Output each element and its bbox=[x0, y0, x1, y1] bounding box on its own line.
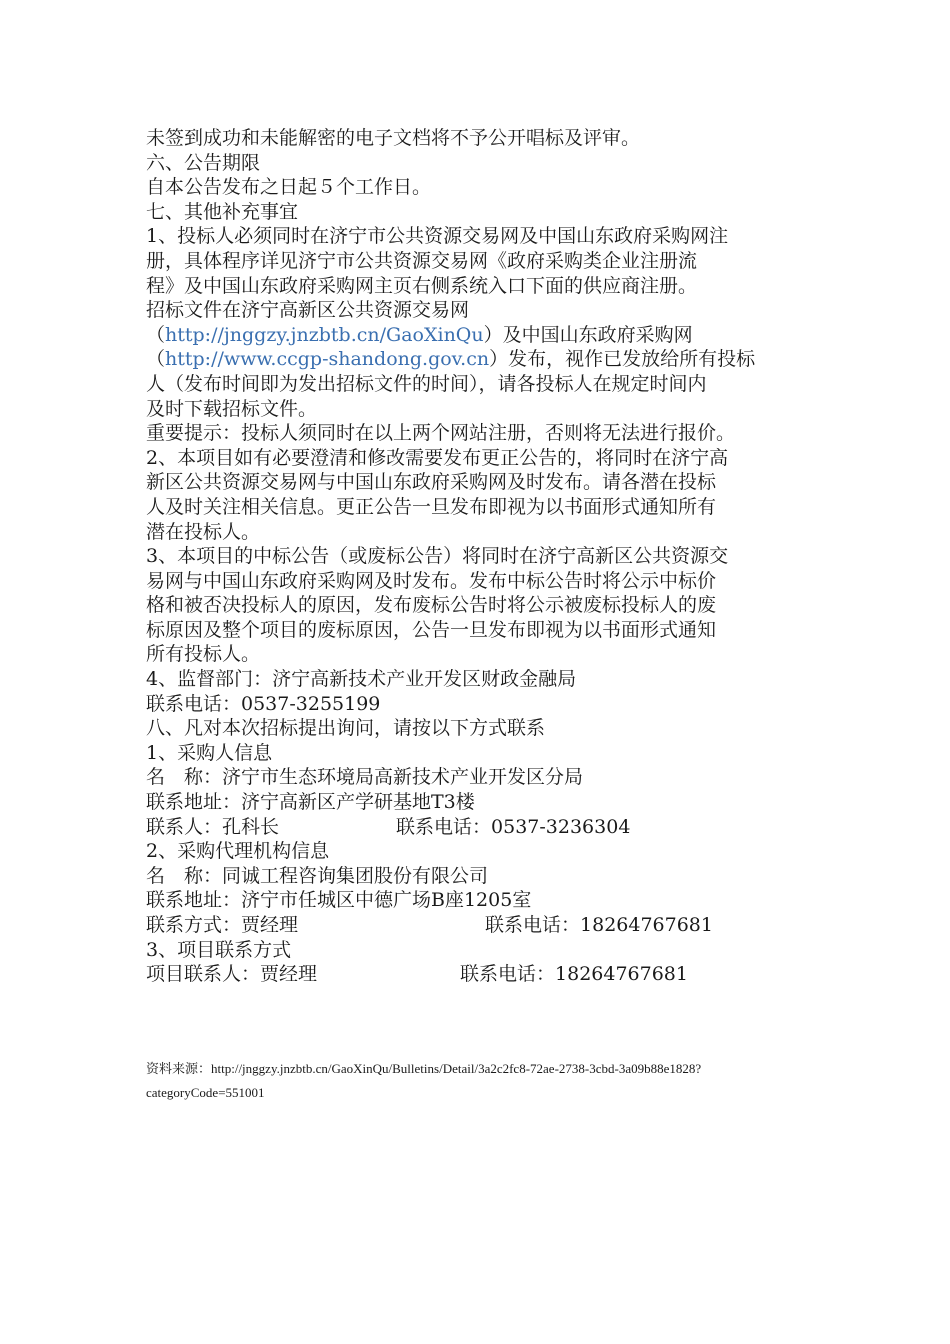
purchaser-contact-row bbox=[146, 815, 816, 840]
source-line-1: 资料来源：http://jnggzy.jnzbtb.cn/GaoXinQu/Bulletins/Detail/3a2c2fc8-72ae-2738-3cbd-3a09b88e1828? bbox=[146, 1061, 702, 1076]
text-line: 格和被否决投标人的原因，发布废标公告时将公示被废标投标人的废 bbox=[146, 594, 717, 617]
text-line: 易网与中国山东政府采购网及时发布。发布中标公告时将公示中标价 bbox=[146, 569, 717, 592]
important-notice: 重要提示：投标人须同时在以上两个网站注册，否则将无法进行报价。 bbox=[146, 422, 736, 445]
text-line: 所有投标人。 bbox=[146, 643, 261, 666]
text-line: 3、本项目的中标公告（或废标公告）将同时在济宁高新区公共资源交 bbox=[146, 545, 729, 568]
agency-address: 联系地址：济宁市任城区中德广场B座1205室 bbox=[146, 889, 532, 912]
text-line: 招标文件在济宁高新区公共资源交易网 bbox=[146, 299, 470, 322]
text-line: 人（发布时间即为发出招标文件的时间），请各投标人在规定时间内 bbox=[146, 372, 707, 395]
jnggzy-link[interactable]: http://jnggzy.jnzbtb.cn/GaoXinQu bbox=[165, 323, 484, 346]
agency-heading: 2、采购代理机构信息 bbox=[146, 840, 330, 863]
text-line: 自本公告发布之日起５个工作日。 bbox=[146, 176, 432, 199]
source-note bbox=[146, 1057, 826, 1105]
source-line-2: categoryCode=551001 bbox=[146, 1085, 265, 1100]
text-line: 1、投标人必须同时在济宁市公共资源交易网及中国山东政府采购网注 bbox=[146, 225, 729, 248]
purchaser-contact-phone: 联系电话：0537-3236304 bbox=[396, 815, 631, 838]
text-line: 潜在投标人。 bbox=[146, 520, 261, 543]
purchaser-heading: 1、采购人信息 bbox=[146, 741, 273, 764]
project-contact-row bbox=[146, 962, 816, 987]
agency-contact-method: 联系方式：贾经理 bbox=[146, 914, 299, 936]
project-contact-person: 项目联系人：贾经理 bbox=[146, 963, 318, 986]
text-line: 新区公共资源交易网与中国山东政府采购网及时发布。请各潜在投标 bbox=[146, 471, 717, 494]
ccgp-link[interactable]: http://www.ccgp-shandong.gov.cn bbox=[165, 348, 490, 371]
text-line: 册，具体程序详见济宁市公共资源交易网《政府采购类企业注册流 bbox=[146, 249, 698, 272]
text-line: 标原因及整个项目的废标原因，公告一旦发布即视为以书面形式通知 bbox=[146, 618, 717, 641]
text-line: 人及时关注相关信息。更正公告一旦发布即视为以书面形式通知所有 bbox=[146, 495, 717, 518]
text-line: 及时下载招标文件。 bbox=[146, 397, 318, 420]
paren-open: （ bbox=[146, 323, 166, 346]
text-line: 未签到成功和未能解密的电子文档将不予公开唱标及评审。 bbox=[146, 127, 641, 149]
text-line: 程》及中国山东政府采购网主页右侧系统入口下面的供应商注册。 bbox=[146, 274, 698, 297]
agency-name: 名 称：同诚工程咨询集团股份有限公司 bbox=[146, 864, 489, 887]
supervision-phone: 联系电话：0537-3255199 bbox=[146, 692, 381, 715]
paren-open: （ bbox=[146, 348, 166, 371]
announcement-body bbox=[146, 126, 816, 987]
text-line-with-link bbox=[146, 347, 816, 372]
agency-contact-row bbox=[146, 913, 816, 938]
project-contact-phone: 联系电话：18264767681 bbox=[460, 963, 688, 986]
purchaser-address: 联系地址：济宁高新区产学研基地T3楼 bbox=[146, 791, 475, 814]
purchaser-name: 名 称：济宁市生态环境局高新技术产业开发区分局 bbox=[146, 766, 584, 789]
paren-close-text: ）及中国山东政府采购网 bbox=[483, 323, 693, 346]
text-line-with-link bbox=[146, 323, 816, 348]
agency-contact-phone: 联系电话：18264767681 bbox=[485, 914, 713, 936]
purchaser-contact-person: 联系人：孔科长 bbox=[146, 815, 280, 838]
supervision-dept: 4、监督部门：济宁高新技术产业开发区财政金融局 bbox=[146, 668, 577, 691]
section-heading-contact: 八、凡对本次招标提出询问，请按以下方式联系 bbox=[146, 717, 546, 740]
paren-close-text: ）发布，视作已发放给所有投标 bbox=[489, 348, 756, 371]
text-line: 2、本项目如有必要澄清和修改需要发布更正公告的，将同时在济宁高 bbox=[146, 446, 729, 469]
project-contact-heading: 3、项目联系方式 bbox=[146, 938, 292, 961]
section-heading-period: 六、公告期限 bbox=[146, 151, 261, 174]
section-heading-supplementary: 七、其他补充事宜 bbox=[146, 200, 299, 223]
